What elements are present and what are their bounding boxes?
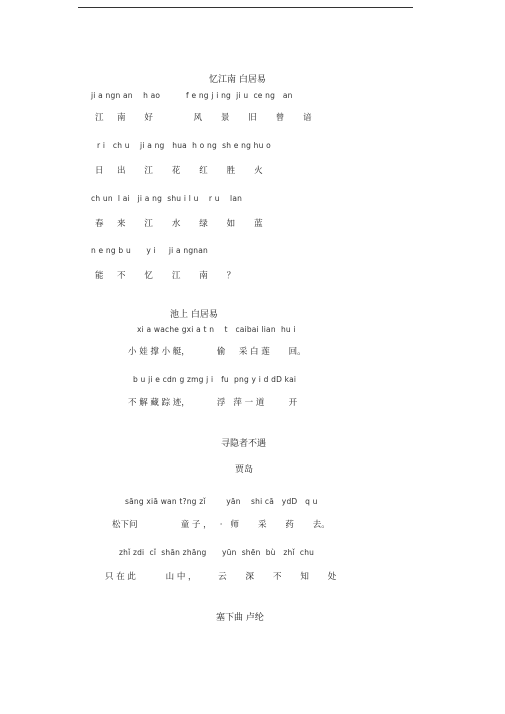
poem-3-line-2-hanzi: 只 在 此 山 中 ， 云 深 不 知 处 <box>105 572 337 582</box>
poem-3-line-1-hanzi: 松下问 童 子 ， · 师 采 药 去。 <box>112 520 330 530</box>
poem-3-line-1-pinyin: sāng xiā wan t?ng zǐ yān shi cā ydD q u <box>125 497 318 506</box>
poem-3-title: 寻隐者不遇 <box>221 439 267 449</box>
poem-2-line-1-pinyin: xi a wache gxi a t n t caibai lian hu i <box>137 325 296 334</box>
poem-1-line-1-pinyin: ji a ngn an h ao f e ng j i ng ji u ce ng an <box>91 91 293 100</box>
top-rule <box>78 7 413 8</box>
poem-3-line-2-pinyin: zhǐ zdi cǐ shān zhāng yūn shēn bù zhǐ chu <box>119 548 315 557</box>
poem-3-author: 贾岛 <box>235 465 254 475</box>
poem-1-line-1-hanzi: 江 南 好 风 景 旧 曾 谙 <box>95 113 312 123</box>
poem-1-line-2-hanzi: 日 出 江 花 红 胜 火 <box>95 166 263 176</box>
poem-1-line-4-pinyin: n e ng b u y i ji a ngnan <box>91 246 209 255</box>
poem-2-line-2-hanzi: 不 解 藏 踪 迹， 浮 萍 一 道 开 <box>128 398 298 408</box>
poem-4-title: 塞下曲 卢纶 <box>216 613 264 623</box>
poem-2-line-1-hanzi: 小 娃 撑 小 艇， 偷 采 白 莲 回。 <box>128 347 306 357</box>
poem-1-line-2-pinyin: r i ch u ji a ng hua h o ng sh e ng hu o <box>97 141 271 150</box>
poem-1-line-4-hanzi: 能 不 忆 江 南 ？ <box>95 271 236 281</box>
poem-1-line-3-hanzi: 春 来 江 水 绿 如 蓝 <box>95 219 263 229</box>
poem-1-line-3-pinyin: ch un l ai ji a ng shu i l u r u lan <box>91 194 243 203</box>
poem-2-line-2-pinyin: b u ji e cdn g zmg j i fu png y i d dD kai <box>133 375 297 384</box>
poem-2-title: 池上 白居易 <box>170 310 218 320</box>
poem-1-title: 忆江南 白居易 <box>209 75 266 85</box>
